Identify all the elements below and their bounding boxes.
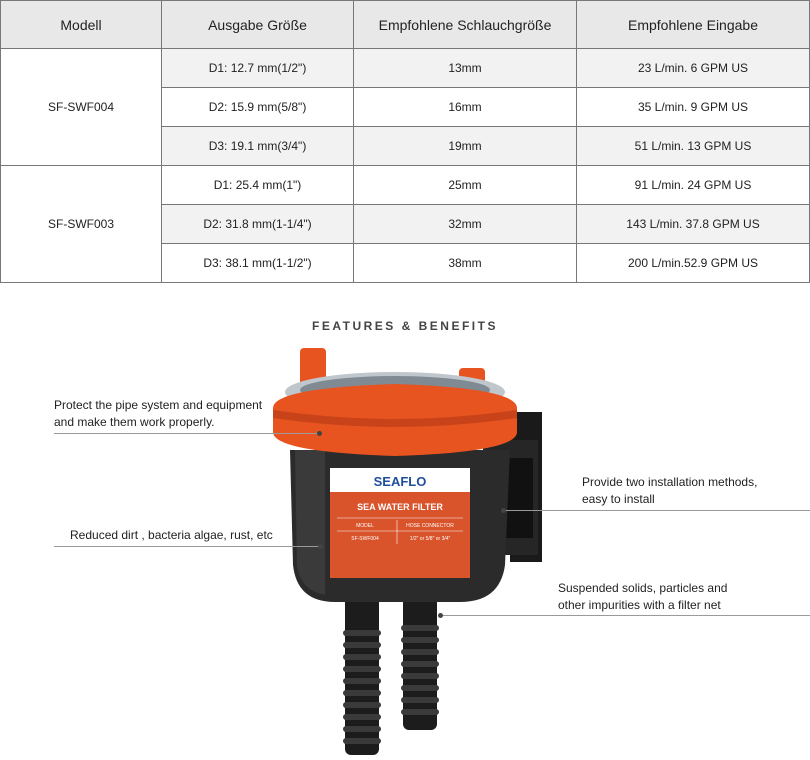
- input-cell: 200 L/min.52.9 GPM US: [577, 244, 810, 283]
- filter-product-image: [255, 340, 565, 760]
- label-col-hose: HOSE CONNECTOR: [406, 523, 454, 529]
- callout-dot-reduced: [318, 544, 323, 549]
- table-header-row: [1, 1, 810, 49]
- callout-solids-line2: other impurities with a filter net: [558, 598, 721, 612]
- model-cell: SF-SWF004: [1, 49, 162, 166]
- hose-cell: 38mm: [354, 244, 577, 283]
- callout-solids-line1: Suspended solids, particles and: [558, 581, 728, 595]
- spec-table: [0, 0, 810, 283]
- output-cell: D2: 15.9 mm(5/8"): [162, 88, 354, 127]
- input-cell: 35 L/min. 9 GPM US: [577, 88, 810, 127]
- callout-solids: [558, 580, 727, 614]
- label-col-model: MODEL: [356, 523, 374, 529]
- output-cell: D1: 12.7 mm(1/2"): [162, 49, 354, 88]
- model-cell: SF-SWF003: [1, 166, 162, 283]
- hose-cell: 25mm: [354, 166, 577, 205]
- callout-dot-solids: [438, 613, 443, 618]
- table-row: [1, 49, 810, 88]
- callout-install-line1: Provide two installation methods,: [582, 475, 758, 489]
- header-output-size: Ausgabe Größe: [162, 1, 354, 49]
- callout-line-solids: [440, 615, 810, 616]
- hose-cell: 19mm: [354, 127, 577, 166]
- callout-reduced: [70, 527, 273, 544]
- callout-line-protect: [54, 433, 320, 434]
- brand-logo: SEAFLO: [373, 474, 427, 489]
- hose-cell: 13mm: [354, 49, 577, 88]
- header-input: Empfohlene Eingabe: [577, 1, 810, 49]
- input-cell: 91 L/min. 24 GPM US: [577, 166, 810, 205]
- callout-install-line2: easy to install: [582, 492, 655, 506]
- callout-protect-line2: and make them work properly.: [54, 415, 215, 429]
- input-cell: 23 L/min. 6 GPM US: [577, 49, 810, 88]
- callout-install: [582, 474, 757, 508]
- output-cell: D2: 31.8 mm(1-1/4"): [162, 205, 354, 244]
- hose-right: [401, 595, 439, 730]
- label-hose: 1/2" or 5/8" or 3/4": [409, 536, 451, 542]
- callout-dot-install: [501, 508, 506, 513]
- hose-cell: 32mm: [354, 205, 577, 244]
- callout-line-reduced: [54, 546, 322, 547]
- table-row: [1, 166, 810, 205]
- callout-dot-protect: [317, 431, 322, 436]
- hose-cell: 16mm: [354, 88, 577, 127]
- product-label: [330, 468, 470, 578]
- label-title: SEA WATER FILTER: [357, 502, 443, 512]
- output-cell: D1: 25.4 mm(1"): [162, 166, 354, 205]
- label-model: SF-SWF004: [351, 536, 379, 542]
- header-hose-size: Empfohlene Schlauchgröße: [354, 1, 577, 49]
- input-cell: 51 L/min. 13 GPM US: [577, 127, 810, 166]
- callout-protect: [54, 397, 262, 431]
- hose-left: [343, 595, 381, 755]
- callout-reduced-text: Reduced dirt , bacteria algae, rust, etc: [70, 528, 273, 542]
- features-title: FEATURES & BENEFITS: [312, 319, 498, 333]
- input-cell: 143 L/min. 37.8 GPM US: [577, 205, 810, 244]
- output-cell: D3: 38.1 mm(1-1/2"): [162, 244, 354, 283]
- header-model: Modell: [1, 1, 162, 49]
- callout-line-install: [503, 510, 810, 511]
- output-cell: D3: 19.1 mm(3/4"): [162, 127, 354, 166]
- orange-cap: [273, 348, 517, 456]
- callout-protect-line1: Protect the pipe system and equipment: [54, 398, 263, 412]
